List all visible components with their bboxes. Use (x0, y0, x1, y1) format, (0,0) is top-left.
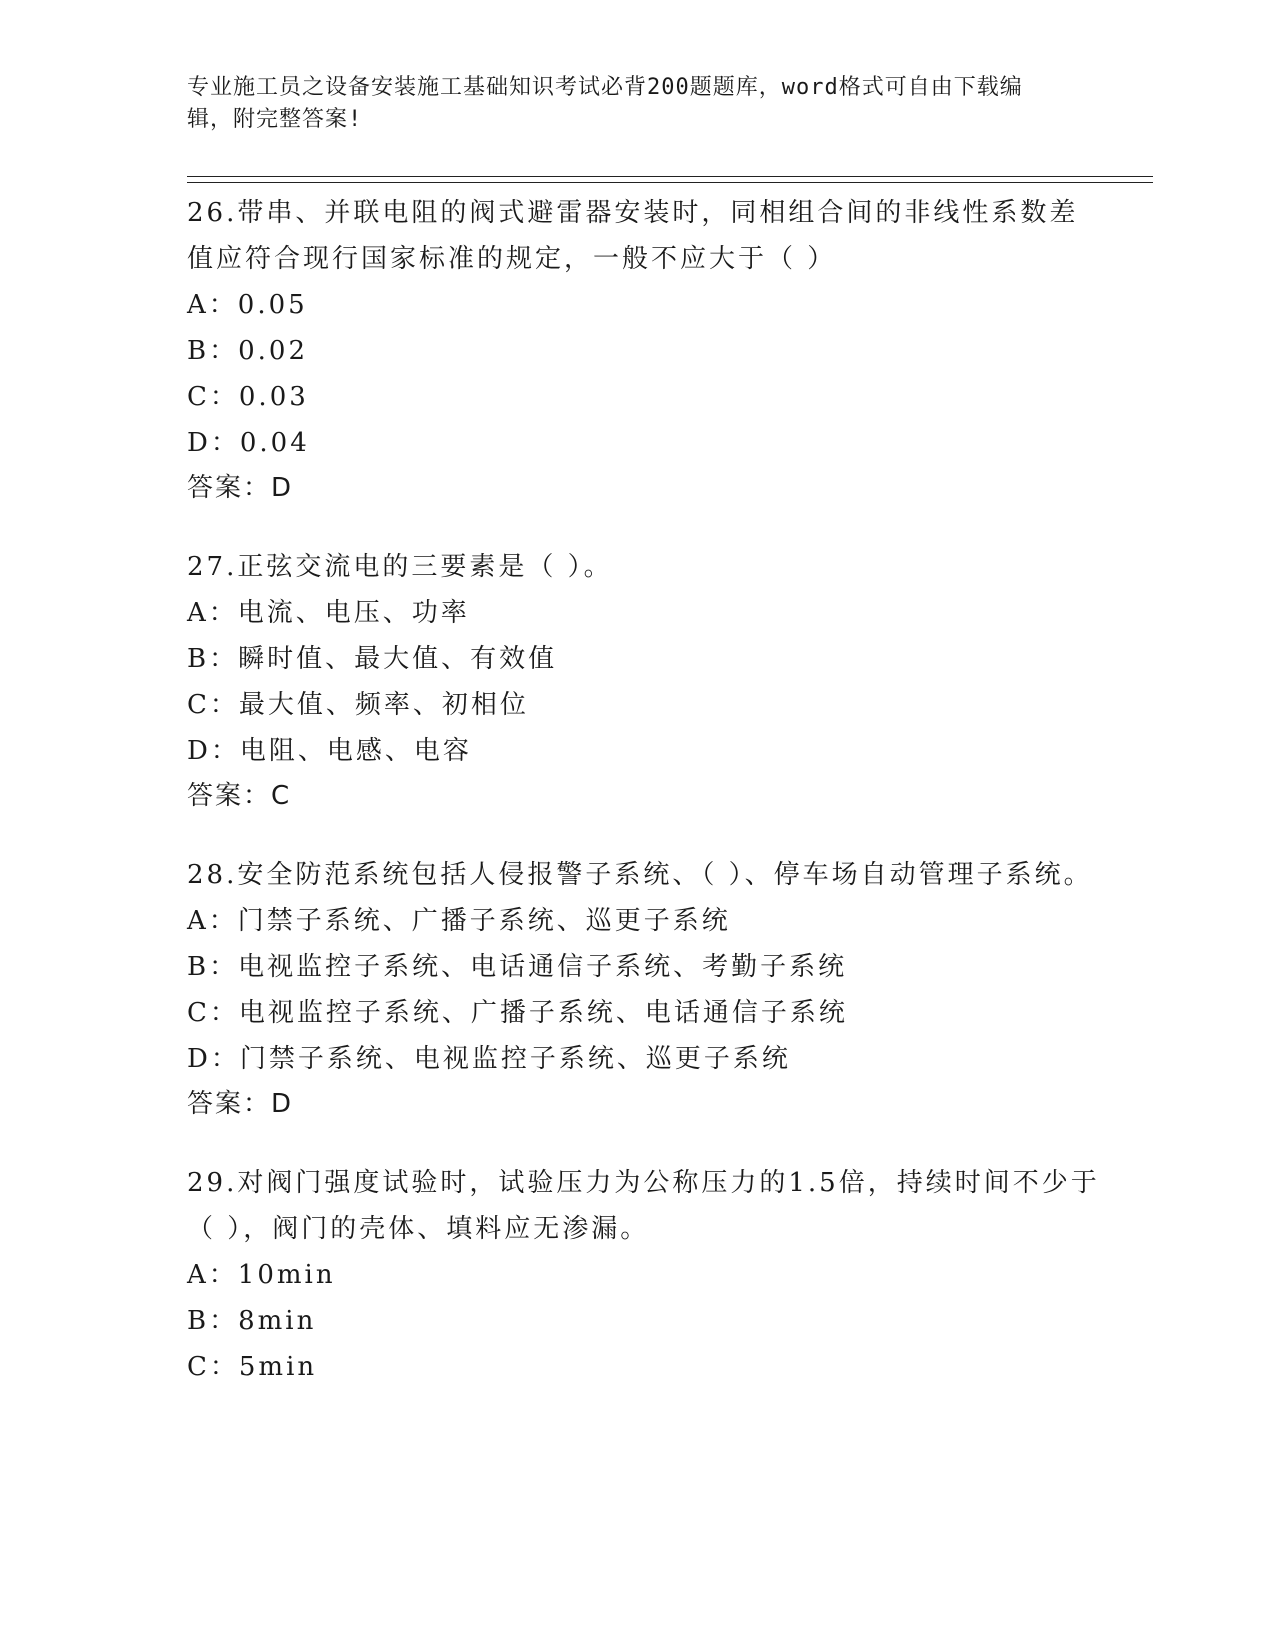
option-a: A：门禁子系统、广播子系统、巡更子系统 (187, 906, 731, 936)
header-divider-bottom (187, 182, 1153, 183)
option-d: D：门禁子系统、电视监控子系统、巡更子系统 (187, 1044, 791, 1074)
question-stem: 29.对阀门强度试验时，试验压力为公称压力的1.5倍，持续时间不少于（ ），阀门的壳体、填料应无渗漏。 (187, 1168, 1100, 1244)
option-b: B：瞬时值、最大值、有效值 (187, 644, 558, 674)
answer: 答案：D (187, 1089, 294, 1119)
question-27 (187, 544, 1107, 818)
answer: 答案：C (187, 781, 292, 811)
option-d: D：电阻、电感、电容 (187, 736, 472, 766)
option-a: A：0.05 (187, 290, 308, 320)
question-26 (187, 190, 1107, 510)
option-c: C：5min (187, 1352, 318, 1382)
question-29 (187, 1160, 1107, 1390)
question-stem: 28.安全防范系统包括人侵报警子系统、（ ）、停车场自动管理子系统。 (187, 860, 1093, 890)
question-stem: 27.正弦交流电的三要素是（ ）。 (187, 552, 613, 582)
option-c: C：最大值、频率、初相位 (187, 690, 529, 720)
option-d: D：0.04 (187, 428, 310, 458)
option-b: B：8min (187, 1306, 317, 1336)
option-a: A：电流、电压、功率 (187, 598, 470, 628)
option-b: B：0.02 (187, 336, 308, 366)
question-stem: 26.带串、并联电阻的阀式避雷器安装时，同相组合间的非线性系数差值应符合现行国家标准的规定，一般不应大于（ ） (187, 198, 1079, 274)
option-c: C：电视监控子系统、广播子系统、电话通信子系统 (187, 998, 848, 1028)
option-b: B：电视监控子系统、电话通信子系统、考勤子系统 (187, 952, 848, 982)
question-list (187, 188, 1107, 1424)
document-header: 专业施工员之设备安装施工基础知识考试必背200题题库，word格式可自由下载编辑，附完整答案! (187, 75, 1023, 132)
question-28 (187, 852, 1107, 1126)
option-c: C：0.03 (187, 382, 309, 412)
option-a: A：10min (187, 1260, 336, 1290)
header-divider-top (187, 176, 1153, 177)
answer: 答案：D (187, 473, 294, 503)
